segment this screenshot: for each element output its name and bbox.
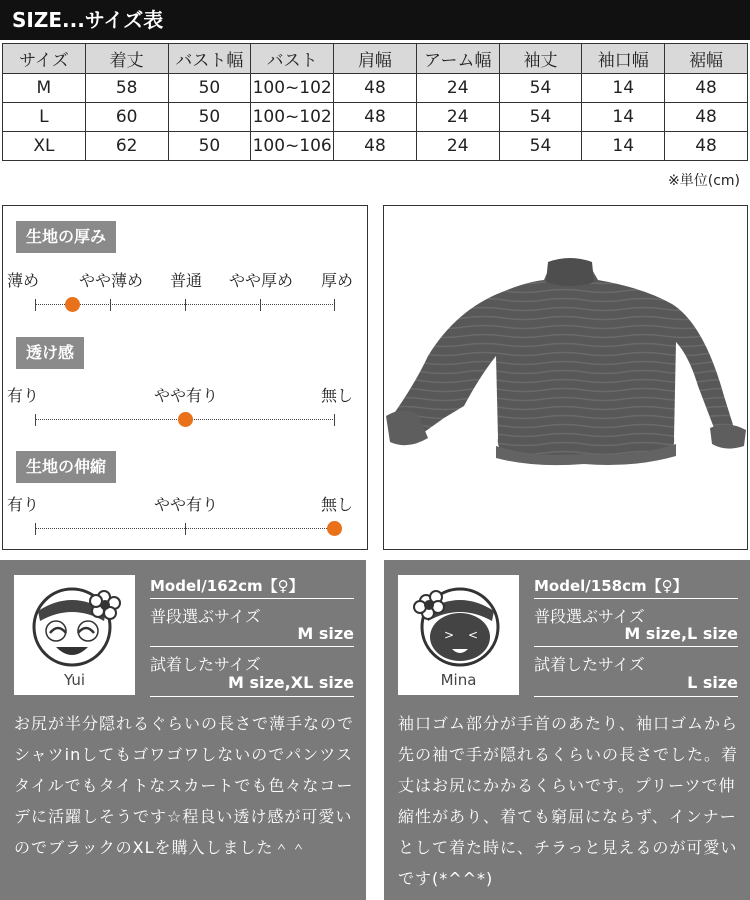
table-cell: 48 — [334, 103, 417, 132]
model-review-yui — [0, 560, 366, 900]
table-cell: 50 — [168, 132, 251, 161]
table-cell: 54 — [499, 74, 582, 103]
size-chart-header: SIZE...サイズ表 — [0, 0, 750, 40]
column-header: サイズ — [3, 44, 86, 74]
column-header: バスト — [251, 44, 334, 74]
table-cell: 24 — [416, 74, 499, 103]
blouse-body — [388, 266, 734, 460]
table-cell: 48 — [665, 132, 748, 161]
avatar-name: Mina — [440, 671, 477, 689]
scale-tick — [185, 523, 186, 535]
thickness-title: 生地の厚み — [16, 221, 116, 253]
scale-label: 有り — [6, 386, 40, 405]
usual-size-label: 普段選ぶサイズ — [150, 607, 261, 626]
scale-label: 無し — [320, 386, 354, 405]
thickness-scale — [35, 304, 335, 305]
tried-size-label: 試着したサイズ — [534, 655, 645, 674]
scale-tick — [334, 299, 335, 311]
fabric-attributes-panel — [2, 205, 368, 550]
tried-size-value: M size,XL size — [227, 673, 354, 692]
right-cuff — [710, 424, 746, 448]
column-header: 袖丈 — [499, 44, 582, 74]
tried-size-label: 試着したサイズ — [150, 655, 261, 674]
table-cell: L — [3, 103, 86, 132]
review-comment: お尻が半分隠れるぐらいの長さで薄手なのでシャツinしてもゴワゴワしないのでパンツスタイルでもタイトなスカートでも色々なコーデに活躍しそうです☆程良い透け感が可愛いのでブラックのXLを購入しました＾＾ — [14, 714, 355, 857]
scale-tick — [185, 299, 186, 311]
table-cell: 62 — [85, 132, 168, 161]
column-header: 肩幅 — [334, 44, 417, 74]
svg-text:<: < — [468, 628, 479, 642]
column-header: 裾幅 — [665, 44, 748, 74]
table-cell: 50 — [168, 74, 251, 103]
sheerness-marker — [178, 412, 193, 427]
usual-size-label: 普段選ぶサイズ — [534, 607, 645, 626]
scale-label: 厚め — [320, 271, 354, 290]
tried-size-value: L size — [687, 673, 738, 692]
divider — [534, 598, 738, 599]
scale-tick — [35, 523, 36, 535]
stretch-scale — [35, 528, 335, 529]
blouse-illustration — [384, 206, 748, 550]
table-cell: 24 — [416, 132, 499, 161]
scale-label: 無し — [320, 495, 354, 514]
column-header: バスト幅 — [168, 44, 251, 74]
review-comment: 袖口ゴム部分が手首のあたり、袖口ゴムから先の袖で手が隠れるくらいの長さでした。着丈はお尻にかかるくらいです。プリーツで伸縮性があり、着ても窮屈にならず、インナーとして着た時に、チラっと見えるのが可愛いです(*^^*) — [398, 714, 739, 888]
scale-label: やや有り — [153, 495, 219, 514]
table-cell: 48 — [334, 132, 417, 161]
model-height: Model/158cm【♀】 — [534, 577, 688, 595]
column-header: 袖口幅 — [582, 44, 665, 74]
table-cell: 48 — [334, 74, 417, 103]
column-header: アーム幅 — [416, 44, 499, 74]
scale-tick — [35, 414, 36, 426]
column-header: 着丈 — [85, 44, 168, 74]
scale-tick — [334, 414, 335, 426]
stretch-title: 生地の伸縮 — [16, 451, 116, 483]
table-cell: 14 — [582, 74, 665, 103]
table-cell: 100~102 — [251, 74, 334, 103]
table-cell: 14 — [582, 103, 665, 132]
flower-icon — [90, 591, 120, 619]
thickness-marker — [65, 297, 80, 312]
divider — [534, 696, 738, 697]
table-cell: 60 — [85, 103, 168, 132]
avatar-name: Yui — [63, 671, 86, 689]
svg-text:>: > — [444, 628, 455, 642]
size-table-header-row — [3, 44, 748, 74]
scale-label: やや有り — [153, 386, 219, 405]
scale-label: やや厚め — [228, 271, 294, 290]
avatar-yui — [14, 575, 135, 695]
table-cell: 54 — [499, 103, 582, 132]
unit-note: ※単位(cm) — [668, 173, 740, 189]
scale-tick — [35, 299, 36, 311]
winking-face-icon — [398, 575, 519, 675]
stretch-marker — [327, 521, 342, 536]
avatar-mina — [398, 575, 519, 695]
table-cell: 48 — [665, 74, 748, 103]
size-table — [2, 43, 748, 161]
product-photo — [383, 205, 748, 550]
sheerness-scale — [35, 419, 335, 420]
scale-label: やや薄め — [78, 271, 144, 290]
scale-label: 薄め — [6, 271, 40, 290]
scale-label: 普通 — [169, 271, 203, 290]
table-row — [3, 103, 748, 132]
scale-tick — [110, 299, 111, 311]
smiling-face-icon — [14, 575, 135, 675]
model-review-mina — [384, 560, 750, 900]
blouse-collar — [546, 258, 594, 286]
table-cell: 100~102 — [251, 103, 334, 132]
usual-size-value: M size — [297, 624, 354, 643]
divider — [150, 696, 354, 697]
table-cell: 50 — [168, 103, 251, 132]
table-row — [3, 74, 748, 103]
table-cell: 48 — [665, 103, 748, 132]
model-height: Model/162cm【♀】 — [150, 577, 304, 595]
usual-size-value: M size,L size — [624, 624, 738, 643]
divider — [150, 646, 354, 647]
scale-tick — [260, 299, 261, 311]
divider — [150, 598, 354, 599]
table-cell: 24 — [416, 103, 499, 132]
table-cell: M — [3, 74, 86, 103]
table-cell: 54 — [499, 132, 582, 161]
scale-label: 有り — [6, 495, 40, 514]
divider — [534, 646, 738, 647]
table-cell: 100~106 — [251, 132, 334, 161]
table-row — [3, 132, 748, 161]
table-cell: 58 — [85, 74, 168, 103]
table-cell: XL — [3, 132, 86, 161]
table-cell: 14 — [582, 132, 665, 161]
sheerness-title: 透け感 — [16, 337, 84, 369]
